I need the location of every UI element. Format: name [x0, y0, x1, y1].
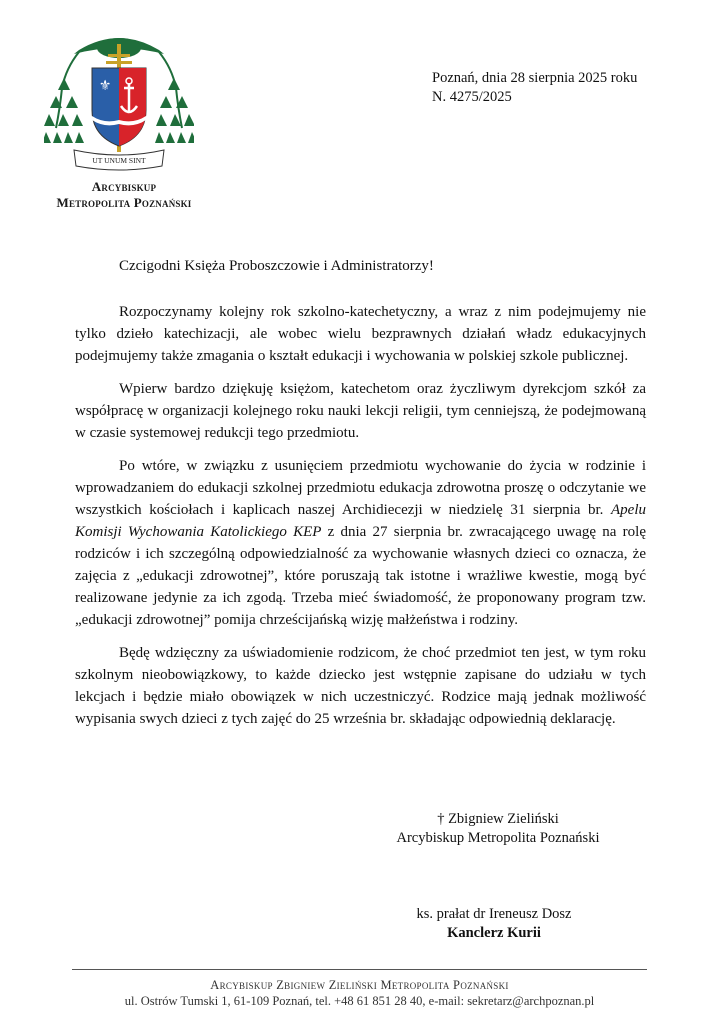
- coat-of-arms-icon: [44, 28, 194, 178]
- paragraph-4: Będę wdzięczny za uświadomienie rodzicom, że choć przedmiot ten jest, w tym roku szkolnym nieobowiązkowy, to każde dziecko jest wstępnie zapisane do udziału w tych lekcjach i będzie miało obowiązek w nich uczestniczyć. Rodzice mają jednak możliwość wypisania swych dzieci z tych zajęć do 25 września br. składając odpowiednią deklarację.: [75, 645, 646, 727]
- reference-number: N. 4275/2025: [432, 89, 512, 105]
- org-line1: Arcybiskup: [91, 179, 157, 194]
- letter-body: [75, 301, 646, 730]
- signature-title: Kanclerz Kurii: [447, 925, 541, 941]
- org-line2: Metropolita Poznański: [56, 195, 192, 210]
- paragraph-1: Rozpoczynamy kolejny rok szkolno-katechetyczny, a wraz z nim podejmujemy nie tylko dzieło katechizacji, ale wobec wielu bezprawnych działań władz edukacyjnych podejmujemy także zmagania o kształt edukacji i wychowania w polskiej szkole publicznej.: [75, 304, 646, 364]
- paragraph-3: [75, 455, 646, 631]
- paragraph-3-part2: z dnia 27 sierpnia br. zwracającego uwagę na rolę rodziców i ich szczególną odpowiedzialność za wychowanie własnych dzieci co oznacza, że zajęcia z „edukacji zdrowotnej”, które poruszają tak istotne i wrażliwe kwestie, mogą być realizowane jedynie za ich zgodą. Trzeba mieć świadomość, że proponowany program tzw. „edukacji zdrowotnej” pomija chrześcijańską wizję małżeństwa i rodziny.: [75, 524, 646, 628]
- signature-chancellor: [404, 905, 584, 943]
- appeal-title: Apelu Komisji Wychowania Katolickiego KEP: [75, 502, 646, 540]
- footer: [72, 977, 647, 1009]
- paragraph-3-part1: Po wtóre, w związku z usunięciem przedmiotu wychowanie do życia w rodzinie i wprowadzaniem do edukacji szkolnej przedmiotu edukacja zdrowotna proszę o odczytanie we wszystkich kościołach i kaplicach naszej Archidiecezji w niedzielę 31 sierpnia br.: [75, 458, 646, 518]
- footer-address: ul. Ostrów Tumski 1, 61-109 Poznań, tel. +48 61 851 28 40, e-mail: sekretarz@archpoznan.pl: [124, 994, 595, 1008]
- signature-name: ks. prałat dr Ireneusz Dosz: [416, 906, 572, 922]
- signature-title: Arcybiskup Metropolita Poznański: [396, 830, 600, 846]
- salutation: Czcigodni Księża Proboszczowie i Administratorzy!: [119, 258, 434, 274]
- signature-archbishop: [380, 810, 616, 848]
- signature-name: † Zbigniew Zieliński: [437, 811, 559, 827]
- svg-text:⚜: ⚜: [98, 78, 112, 94]
- date-block: [432, 69, 637, 107]
- motto-text: UT UNUM SINT: [92, 156, 146, 165]
- footer-divider: [72, 969, 647, 970]
- org-name: [12, 179, 236, 211]
- footer-name: Arcybiskup Zbigniew Zieliński Metropolita Poznański: [210, 978, 509, 992]
- paragraph-2: Wpierw bardzo dziękuję księżom, katechetom oraz życzliwym dyrekcjom szkół za współpracę w organizacji kolejnego roku nauki lekcji religii, tym cenniejszą, że podejmowaną w czasie systemowej redukcji tego przedmiotu.: [75, 381, 646, 441]
- place-date: Poznań, dnia 28 sierpnia 2025 roku: [432, 70, 638, 86]
